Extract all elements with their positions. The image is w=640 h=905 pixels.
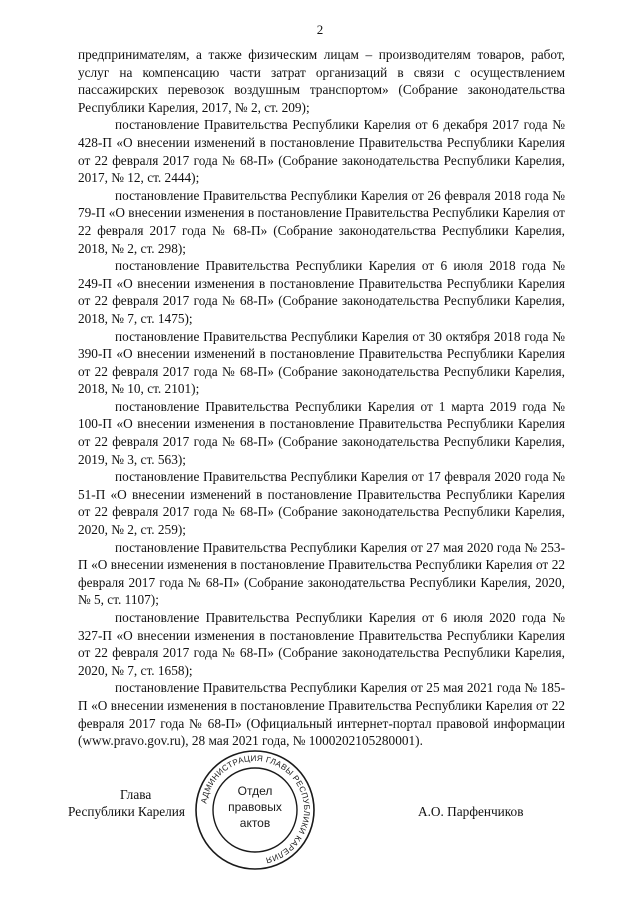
signatory-name: А.О. Парфенчиков	[418, 804, 524, 819]
stamp-center-line1: Отдел	[237, 784, 273, 798]
paragraph-6: постановление Правительства Республики Карелия от 17 февраля 2020 года № 51-П «О внесении изменений в постановление Правительства Республики Карелия от 22 февраля 2017 года № 68-П» (Собрание законодательства Республики Карелия, 2020, № 2, ст. 259);	[78, 469, 565, 538]
paragraph-9: постановление Правительства Республики Карелия от 25 мая 2021 года № 185-П «О внесении изменения в постановление Правительства Республики Карелия от 22 февраля 2017 года № 68-П» (Официальный интернет-портал правовой информации (www.pravo.gov.ru), 28 мая 2021 года, № 1000202105280001).	[78, 680, 565, 749]
paragraph-1: постановление Правительства Республики Карелия от 6 декабря 2017 года № 428-П «О внесении изменений в постановление Правительства Республики Карелия от 22 февраля 2017 года № 68-П» (Собрание законодательства Республики Карелия, 2017, № 12, ст. 2444);	[78, 117, 565, 186]
paragraph-0: предпринимателям, а также физическим лицам – производителям товаров, работ, услуг на компенсацию части затрат организаций в связи с осуществлением пассажирских перевозок воздушным транспортом» (Собрание законодательства Республики Карелия, 2017, № 2, ст. 209);	[78, 47, 565, 115]
document-body	[78, 46, 565, 750]
stamp-center-line2: правовых	[228, 800, 282, 814]
signature-block	[0, 786, 640, 876]
paragraph-8: постановление Правительства Республики Карелия от 6 июля 2020 года № 327-П «О внесении изменения в постановление Правительства Республики Карелия от 22 февраля 2017 года № 68-П» (Собрание законодательства Республики Карелия, 2020, № 7, ст. 1658);	[78, 610, 565, 678]
paragraph-5: постановление Правительства Республики Карелия от 1 марта 2019 года № 100-П «О внесении изменения в постановление Правительства Республики Карелия от 22 февраля 2017 года № 68-П» (Собрание законодательства Республики Карелия, 2019, № 3, ст. 563);	[78, 398, 565, 467]
paragraph-3: постановление Правительства Республики Карелия от 6 июля 2018 года № 249-П «О внесении изменения в постановление Правительства Республики Карелия от 22 февраля 2017 года № 68-П» (Собрание законодательства Республики Карелия, 2018, № 7, ст. 1475);	[78, 258, 565, 326]
stamp-ring-text: АДМИНИСТРАЦИЯ ГЛАВЫ РЕСПУБЛИКИ КАРЕЛИЯ	[199, 753, 312, 865]
paragraph-2: постановление Правительства Республики Карелия от 26 февраля 2018 года № 79-П «О внесении изменения в постановление Правительства Республики Карелия от 22 февраля 2017 года № 68-П» (Собрание законодательства Республики Карелия, 2018, № 2, ст. 298);	[78, 187, 565, 256]
page-number: 2	[316, 22, 324, 37]
signatory-title-line2: Республики Карелия	[68, 804, 186, 819]
paragraph-4: постановление Правительства Республики Карелия от 30 октября 2018 года № 390-П «О внесении изменений в постановление Правительства Республики Карелия от 22 февраля 2017 года № 68-П» (Собрание законодательства Республики Карелия, 2018, № 10, ст. 2101);	[78, 328, 565, 397]
stamp-center-line3: актов	[239, 816, 271, 830]
official-stamp	[193, 748, 317, 872]
paragraph-7: постановление Правительства Республики Карелия от 27 мая 2020 года № 253-П «О внесении изменения в постановление Правительства Республики Карелия от 22 февраля 2017 года № 68-П» (Собрание законодательства Республики Карелия, 2020, № 5, ст. 1107);	[78, 539, 565, 608]
signatory-title-line1: Глава	[120, 787, 152, 802]
